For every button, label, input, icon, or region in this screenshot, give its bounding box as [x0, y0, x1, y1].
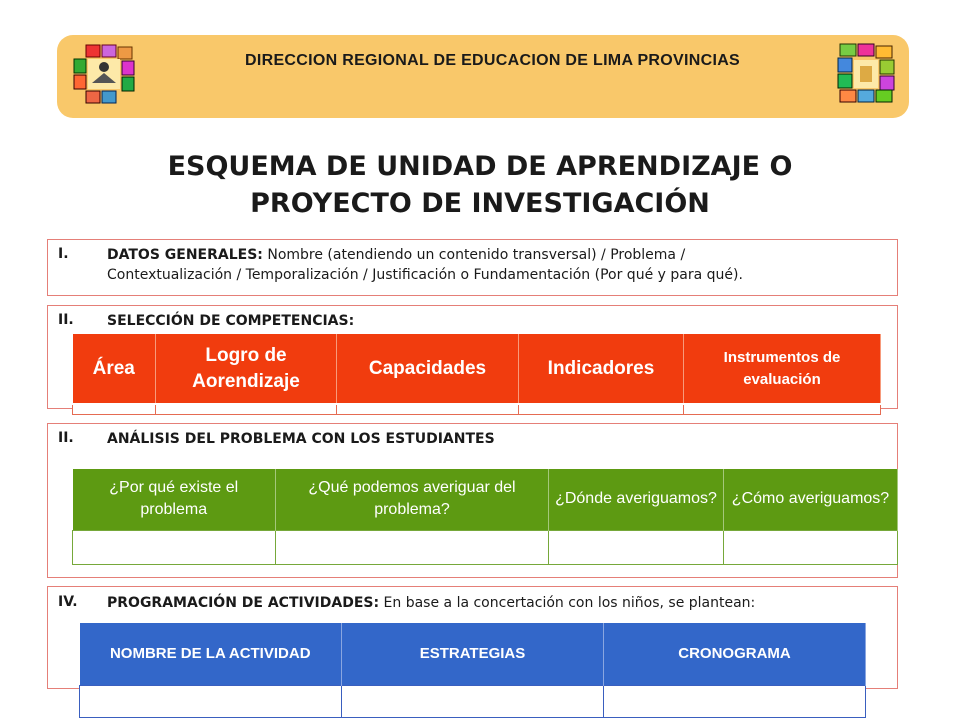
col-como: ¿Cómo averiguamos? — [724, 469, 898, 530]
section3-number: II. — [58, 430, 74, 446]
section1-text — [107, 245, 887, 285]
table-cell[interactable] — [156, 404, 337, 414]
col-instrumentos: Instrumentos de evaluación — [684, 334, 881, 404]
table-cell[interactable] — [684, 404, 881, 414]
col-area: Área — [73, 334, 156, 404]
col-nombre-actividad: NOMBRE DE LA ACTIVIDAD — [80, 623, 342, 685]
section2-heading: SELECCIÓN DE COMPETENCIAS: — [107, 313, 355, 329]
institution-name: DIRECCION REGIONAL DE EDUCACION DE LIMA PROVINCIAS — [244, 52, 741, 69]
header-banner — [57, 35, 909, 118]
col-logro: Logro de Aorendizaje — [156, 334, 337, 404]
table-cell[interactable] — [276, 530, 549, 564]
col-cronograma: CRONOGRAMA — [604, 623, 866, 685]
title-line-2: PROYECTO DE INVESTIGACIÓN — [250, 188, 710, 219]
col-donde: ¿Dónde averiguamos? — [549, 469, 724, 530]
table-cell[interactable] — [604, 685, 866, 717]
page-title — [0, 148, 960, 222]
section1-text-line1: Nombre (atendiendo un contenido transversal) / Problema / — [262, 247, 686, 263]
section1-number: I. — [58, 246, 69, 262]
section1-heading: DATOS GENERALES: — [107, 247, 263, 263]
section1-text-line2: Contextualización / Temporalización / Justificación o Fundamentación (Por qué y para qué). — [107, 267, 743, 283]
table-cell[interactable] — [73, 530, 276, 564]
col-estrategias: ESTRATEGIAS — [342, 623, 604, 685]
col-indicadores: Indicadores — [519, 334, 684, 404]
col-por-que: ¿Por qué existe el problema — [73, 469, 276, 530]
section2-number: II. — [58, 312, 74, 328]
table-cell[interactable] — [80, 685, 342, 717]
table-cell[interactable] — [337, 404, 519, 414]
analisis-table — [72, 469, 898, 565]
table-cell[interactable] — [549, 530, 724, 564]
col-capacidades: Capacidades — [337, 334, 519, 404]
table-cell[interactable] — [342, 685, 604, 717]
table-cell[interactable] — [73, 404, 156, 414]
competencias-table — [72, 334, 881, 415]
section4-text-body: En base a la concertación con los niños, se plantean: — [379, 595, 756, 611]
section4-heading: PROGRAMACIÓN DE ACTIVIDADES: — [107, 595, 380, 611]
section3-heading: ANÁLISIS DEL PROBLEMA CON LOS ESTUDIANTES — [107, 431, 495, 447]
section4-text — [107, 593, 897, 613]
programacion-table — [79, 623, 866, 718]
table-cell[interactable] — [519, 404, 684, 414]
col-que-podemos: ¿Qué podemos averiguar del problema? — [276, 469, 549, 530]
table-cell[interactable] — [724, 530, 898, 564]
section4-number: IV. — [58, 594, 78, 610]
title-line-1: ESQUEMA DE UNIDAD DE APRENDIZAJE O — [167, 151, 793, 182]
